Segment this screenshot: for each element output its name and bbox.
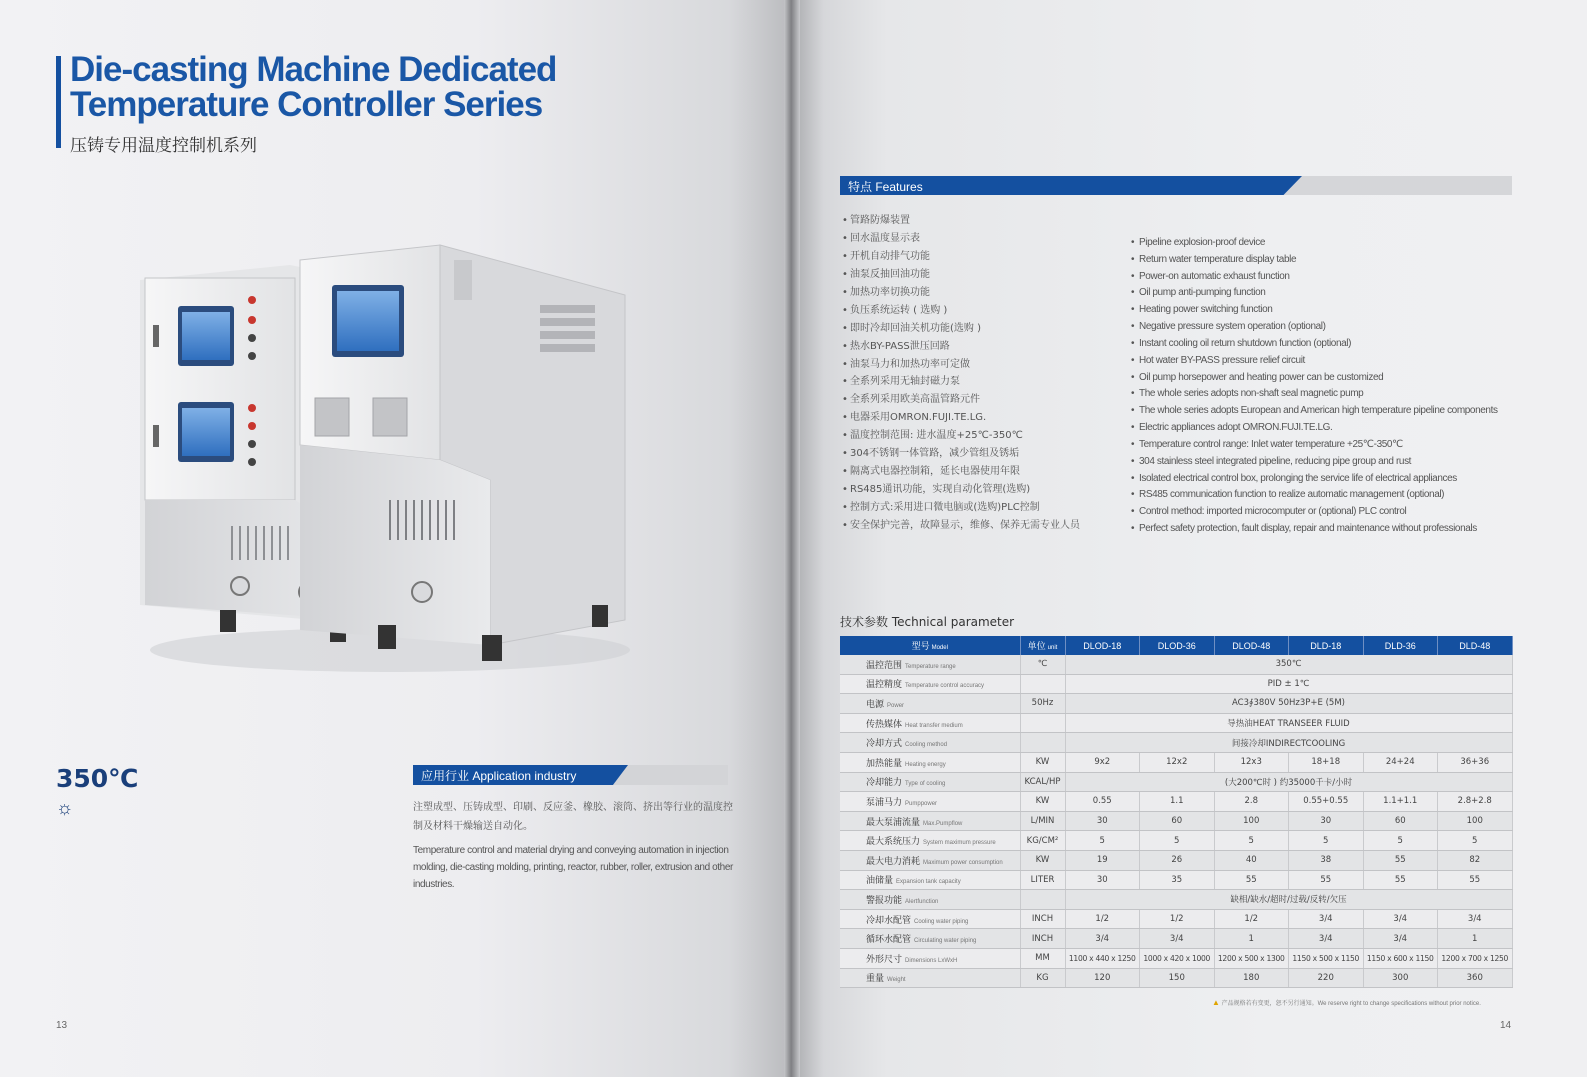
bullet-dot: • <box>842 430 848 442</box>
row-label <box>840 694 1020 714</box>
technical-parameter-table <box>840 636 1513 988</box>
feature-text: 加热功率切换功能 <box>850 286 930 298</box>
row-unit <box>1020 674 1065 694</box>
feature-item-en <box>1131 437 1511 454</box>
bullet-dot: • <box>842 448 848 460</box>
row-value: 180 <box>1214 968 1289 988</box>
row-value: 55 <box>1214 870 1289 890</box>
feature-text: 304 stainless steel integrated pipeline, reducing pipe group and rust <box>1139 455 1412 467</box>
feature-text: 开机自动排气功能 <box>850 250 930 262</box>
page-title <box>70 52 556 122</box>
feature-text: Isolated electrical control box, prolonging the service life of electrical appliances <box>1139 472 1457 484</box>
row-value: 3/4 <box>1363 929 1438 949</box>
row-value: 26 <box>1140 850 1215 870</box>
row-unit: 50Hz <box>1020 694 1065 714</box>
row-value: 1 <box>1438 929 1513 949</box>
feature-text: Negative pressure system operation (optional) <box>1139 321 1326 333</box>
feature-item-en <box>1131 319 1511 336</box>
row-label <box>840 909 1020 929</box>
row-value: 1.1+1.1 <box>1363 792 1438 812</box>
row-value: 1/2 <box>1140 909 1215 929</box>
feature-text: 隔离式电器控制箱，延长电器使用年限 <box>850 466 1020 478</box>
bullet-dot: • <box>1131 523 1135 535</box>
feature-item-en <box>1131 403 1511 420</box>
header-unit <box>1020 636 1065 655</box>
row-label-en: Max.Pumpflow <box>923 820 963 827</box>
row-value: 5 <box>1140 831 1215 851</box>
row-value-all-models: PID ± 1℃ <box>1065 674 1512 694</box>
row-label-cn: 加热能量 <box>866 758 903 769</box>
bullet-dot: • <box>842 250 848 262</box>
row-label-en: Power <box>887 702 905 709</box>
row-value: 12x2 <box>1140 752 1215 772</box>
header-model <box>840 636 1020 655</box>
row-value: 1100 x 440 x 1250 <box>1065 948 1140 968</box>
bullet-dot: • <box>1131 405 1135 417</box>
row-label-en: Pumppower <box>905 800 938 807</box>
feature-text: 全系列采用无轴封磁力泵 <box>850 376 960 388</box>
bullet-dot: • <box>842 519 848 531</box>
bullet-dot: • <box>842 268 848 280</box>
bullet-dot: • <box>842 304 848 316</box>
feature-item-en <box>1131 487 1511 504</box>
row-value: 9x2 <box>1065 752 1140 772</box>
row-label-en: Alertfunction <box>905 898 939 905</box>
row-label <box>840 811 1020 831</box>
row-label-en: Type of cooling <box>905 781 946 788</box>
bullet-dot: • <box>1131 321 1135 333</box>
row-label-cn: 温控范围 <box>866 660 903 671</box>
feature-item-cn <box>842 445 1127 463</box>
row-label-cn: 最大电力消耗 <box>866 856 921 867</box>
bullet-dot: • <box>1131 422 1135 434</box>
table-row <box>840 655 1512 674</box>
feature-text: RS485通讯功能，实现自动化管理(选购) <box>850 484 1031 496</box>
row-label-cn: 循环水配管 <box>866 935 912 946</box>
feature-text: 油泵反抽回油功能 <box>850 268 930 280</box>
row-unit: KW <box>1020 792 1065 812</box>
row-value: 55 <box>1363 850 1438 870</box>
bullet-dot: • <box>842 376 848 388</box>
row-label-cn: 最大泵浦流量 <box>866 817 921 828</box>
row-unit: ℃ <box>1020 655 1065 674</box>
feature-text: 即时冷却回油关机功能(选购 ) <box>850 322 981 334</box>
feature-item-en <box>1131 370 1511 387</box>
row-value: 2.8 <box>1214 792 1289 812</box>
table-row <box>840 870 1512 890</box>
features-list-en <box>1131 235 1511 538</box>
feature-item-cn <box>842 356 1127 374</box>
row-label <box>840 772 1020 792</box>
row-value: 36+36 <box>1438 752 1513 772</box>
table-row <box>840 733 1512 753</box>
table-row <box>840 674 1512 694</box>
bullet-dot: • <box>842 412 848 424</box>
row-value: 38 <box>1289 850 1364 870</box>
table-row <box>840 929 1512 949</box>
header-model-name: DLD-48 <box>1438 636 1513 655</box>
row-value: 40 <box>1214 850 1289 870</box>
feature-item-cn <box>842 320 1127 338</box>
row-label-cn: 冷却水配管 <box>866 915 912 926</box>
bullet-dot: • <box>842 358 848 370</box>
feature-text: Electric appliances adopt OMRON.FUJI.TE.LG. <box>1139 422 1333 434</box>
feature-text: 油泵马力和加热功率可定做 <box>850 358 970 370</box>
row-value-all-models: 间接冷却INDIRECTCOOLING <box>1065 733 1512 753</box>
feature-text: 安全保护完善，故障显示，维修、保养无需专业人员 <box>850 519 1080 531</box>
row-label <box>840 674 1020 694</box>
note-text: 产品规格若有变更，恕不另行通知。We reserve right to change specifications without prior notice. <box>1221 1001 1481 1007</box>
row-label-cn: 警报功能 <box>866 895 903 906</box>
row-value: 1 <box>1214 929 1289 949</box>
row-unit <box>1020 713 1065 733</box>
bullet-dot: • <box>1131 489 1135 501</box>
row-label-en: Maximum power consumption <box>923 859 1003 866</box>
bullet-dot: • <box>842 394 848 406</box>
row-unit: KG <box>1020 968 1065 988</box>
row-label-cn: 外形尺寸 <box>866 954 903 965</box>
bullet-dot: • <box>1131 354 1135 366</box>
row-label <box>840 948 1020 968</box>
title-line-1: Die-casting Machine Dedicated <box>70 50 557 89</box>
bullet-dot: • <box>1131 270 1135 282</box>
row-value: 3/4 <box>1065 929 1140 949</box>
feature-text: 回水温度显示表 <box>850 232 920 244</box>
feature-text: 全系列采用欧美高温管路元件 <box>850 394 980 406</box>
bullet-dot: • <box>1131 388 1135 400</box>
feature-item-en <box>1131 252 1511 269</box>
row-value: 1200 x 700 x 1250 <box>1438 948 1513 968</box>
feature-item-en <box>1131 471 1511 488</box>
feature-text: Return water temperature display table <box>1139 253 1297 265</box>
row-label <box>840 929 1020 949</box>
row-value: 120 <box>1065 968 1140 988</box>
max-temperature-label: 350℃ <box>56 764 139 793</box>
feature-item-cn <box>842 427 1127 445</box>
application-industry-heading <box>413 765 728 785</box>
page-subtitle: 压铸专用温度控制机系列 <box>70 136 257 156</box>
row-label-en: Heat transfer medium <box>905 722 963 729</box>
feature-text: Oil pump anti-pumping function <box>1139 287 1266 299</box>
book-spine <box>784 0 800 1077</box>
row-value: 5 <box>1363 831 1438 851</box>
row-value: 55 <box>1438 870 1513 890</box>
header-model-name: DLOD-48 <box>1214 636 1289 655</box>
feature-text: Perfect safety protection, fault display, repair and maintenance without professionals <box>1139 523 1477 535</box>
feature-item-cn <box>842 302 1127 320</box>
row-value: 55 <box>1289 870 1364 890</box>
feature-item-en <box>1131 353 1511 370</box>
row-value: 1.1 <box>1140 792 1215 812</box>
row-label-cn: 传热媒体 <box>866 719 903 730</box>
feature-item-cn <box>842 212 1127 230</box>
row-value: 1200 x 500 x 1300 <box>1214 948 1289 968</box>
row-value: 100 <box>1214 811 1289 831</box>
row-value: 55 <box>1363 870 1438 890</box>
feature-text: The whole series adopts non-shaft seal magnetic pump <box>1139 388 1364 400</box>
table-row <box>840 713 1512 733</box>
row-value: 0.55 <box>1065 792 1140 812</box>
feature-item-en <box>1131 521 1511 538</box>
spec-change-note <box>1212 998 1481 1007</box>
row-label-cn: 电源 <box>866 699 885 710</box>
row-value: 12x3 <box>1214 752 1289 772</box>
row-label-en: Expansion tank capacity <box>896 879 961 886</box>
row-unit: KCAL/HP <box>1020 772 1065 792</box>
row-unit: MM <box>1020 948 1065 968</box>
bullet-dot: • <box>842 466 848 478</box>
features-list-cn <box>842 212 1127 535</box>
row-label <box>840 890 1020 910</box>
header-model-name: DLD-36 <box>1363 636 1438 655</box>
row-unit: LITER <box>1020 870 1065 890</box>
row-label-en: Cooling method <box>905 742 948 749</box>
table-row <box>840 850 1512 870</box>
feature-item-cn <box>842 463 1127 481</box>
bullet-dot: • <box>842 322 848 334</box>
row-value: 5 <box>1065 831 1140 851</box>
application-text-en: Temperature control and material drying and conveying automation in injection molding, die-casting molding, printing, reactor, rubber, roller, extrusion and other industries. <box>413 845 733 890</box>
sun-icon: ☼ <box>56 798 74 819</box>
row-label-cn: 温控精度 <box>866 680 903 691</box>
row-value: 30 <box>1289 811 1364 831</box>
row-label <box>840 713 1020 733</box>
row-label-cn: 冷却能力 <box>866 778 903 789</box>
page-number-right: 14 <box>1500 1020 1512 1031</box>
row-value: 30 <box>1065 870 1140 890</box>
table-header-row <box>840 636 1512 655</box>
row-unit <box>1020 890 1065 910</box>
row-value: 1150 x 600 x 1150 <box>1363 948 1438 968</box>
feature-item-cn <box>842 409 1127 427</box>
feature-item-cn <box>842 481 1127 499</box>
row-unit: INCH <box>1020 929 1065 949</box>
title-accent-bar <box>56 56 61 148</box>
row-label-en: Dimensions LxWxH <box>905 957 958 964</box>
row-label-cn: 最大系统压力 <box>866 837 921 848</box>
row-value-all-models: (大200℃时 ) 约35000千卡/小时 <box>1065 772 1512 792</box>
row-unit: KG/CM² <box>1020 831 1065 851</box>
row-label-cn: 重量 <box>866 974 885 985</box>
table-row <box>840 890 1512 910</box>
feature-text: 管路防爆装置 <box>850 215 910 226</box>
feature-item-en <box>1131 302 1511 319</box>
feature-text: 304不锈钢一体管路，减少管组及锈垢 <box>850 448 1020 460</box>
row-label-en: Heating energy <box>905 761 946 768</box>
row-value: 220 <box>1289 968 1364 988</box>
feature-item-cn <box>842 230 1127 248</box>
row-label-en: Temperature range <box>905 663 956 670</box>
row-value: 35 <box>1140 870 1215 890</box>
row-value: 0.55+0.55 <box>1289 792 1364 812</box>
page-number-left: 13 <box>56 1020 68 1031</box>
feature-item-en <box>1131 504 1511 521</box>
header-unit-en: unit <box>1047 645 1058 651</box>
header-model-cn: 型号 <box>911 641 930 651</box>
row-value: 5 <box>1438 831 1513 851</box>
row-value: 300 <box>1363 968 1438 988</box>
feature-item-en <box>1131 420 1511 437</box>
feature-text: Heating power switching function <box>1139 304 1273 316</box>
bullet-dot: • <box>842 215 848 226</box>
features-heading <box>840 176 1512 195</box>
bullet-dot: • <box>1131 253 1135 265</box>
feature-item-cn <box>842 499 1127 517</box>
bullet-dot: • <box>1131 472 1135 484</box>
row-label-cn: 油储量 <box>866 876 894 887</box>
bullet-dot: • <box>1131 237 1135 248</box>
header-unit-cn: 单位 <box>1027 641 1046 651</box>
row-value: 5 <box>1289 831 1364 851</box>
header-model-name: DLD-18 <box>1289 636 1364 655</box>
row-value-all-models: 导热油HEAT TRANSEER FLUID <box>1065 713 1512 733</box>
table-row <box>840 772 1512 792</box>
feature-text: The whole series adopts European and American high temperature pipeline components <box>1139 405 1498 417</box>
feature-text: 热水BY-PASS泄压回路 <box>850 340 950 352</box>
row-value: 360 <box>1438 968 1513 988</box>
row-value: 1/2 <box>1065 909 1140 929</box>
row-value-all-models: 缺相/缺水/超时/过载/反转/欠压 <box>1065 890 1512 910</box>
row-value: 3/4 <box>1289 909 1364 929</box>
table-row <box>840 968 1512 988</box>
table-row <box>840 909 1512 929</box>
row-value-all-models: 350℃ <box>1065 655 1512 674</box>
feature-item-cn <box>842 517 1127 535</box>
feature-item-en <box>1131 336 1511 353</box>
row-label <box>840 968 1020 988</box>
feature-text: 电器采用OMRON.FUJI.TE.LG. <box>850 412 987 424</box>
feature-item-cn <box>842 248 1127 266</box>
feature-item-en <box>1131 235 1511 252</box>
header-model-en: Model <box>931 645 948 651</box>
row-value: 2.8+2.8 <box>1438 792 1513 812</box>
header-model-name: DLOD-18 <box>1065 636 1140 655</box>
warning-icon: ▲ <box>1212 998 1220 1007</box>
row-unit: L/MIN <box>1020 811 1065 831</box>
bullet-dot: • <box>842 286 848 298</box>
feature-item-en <box>1131 269 1511 286</box>
feature-text: Instant cooling oil return shutdown function (optional) <box>1139 337 1352 349</box>
bullet-dot: • <box>842 484 848 496</box>
row-value: 30 <box>1065 811 1140 831</box>
row-label-en: Temperature control accuracy <box>905 683 985 690</box>
bullet-dot: • <box>1131 304 1135 316</box>
table-row <box>840 948 1512 968</box>
application-heading-text: 应用行业 Application industry <box>421 769 577 783</box>
row-label <box>840 831 1020 851</box>
row-value: 18+18 <box>1289 752 1364 772</box>
row-label <box>840 752 1020 772</box>
row-value: 1000 x 420 x 1000 <box>1140 948 1215 968</box>
row-value: 60 <box>1140 811 1215 831</box>
feature-item-cn <box>842 373 1127 391</box>
row-label-en: Weight <box>887 977 906 984</box>
bullet-dot: • <box>842 232 848 244</box>
feature-text: Oil pump horsepower and heating power can be customized <box>1139 371 1384 383</box>
row-label-en: Cooling water piping <box>914 918 969 925</box>
bullet-dot: • <box>1131 287 1135 299</box>
row-value-all-models: AC3∮380V 50Hz3P+E (5M) <box>1065 694 1512 714</box>
feature-item-cn <box>842 391 1127 409</box>
row-label <box>840 870 1020 890</box>
row-unit: INCH <box>1020 909 1065 929</box>
feature-text: Power-on automatic exhaust function <box>1139 270 1290 282</box>
row-value: 60 <box>1363 811 1438 831</box>
temperature-controller-machine-image <box>120 230 660 680</box>
table-row <box>840 792 1512 812</box>
row-label <box>840 655 1020 674</box>
feature-item-cn <box>842 338 1127 356</box>
bullet-dot: • <box>1131 371 1135 383</box>
table-row <box>840 831 1512 851</box>
feature-text: Temperature control range: Inlet water temperature +25℃-350℃ <box>1139 438 1403 450</box>
row-unit: KW <box>1020 752 1065 772</box>
row-value: 3/4 <box>1140 929 1215 949</box>
row-label <box>840 733 1020 753</box>
row-label-cn: 泵浦马力 <box>866 797 903 808</box>
technical-parameter-heading: 技术参数 Technical parameter <box>840 615 1015 629</box>
header-model-name: DLOD-36 <box>1140 636 1215 655</box>
row-value: 24+24 <box>1363 752 1438 772</box>
row-value: 1150 x 500 x 1150 <box>1289 948 1364 968</box>
row-value: 1/2 <box>1214 909 1289 929</box>
feature-text: RS485 communication function to realize automatic management (optional) <box>1139 489 1445 501</box>
row-label-en: System maximum pressure <box>923 840 996 847</box>
bullet-dot: • <box>1131 438 1135 450</box>
row-value: 3/4 <box>1289 929 1364 949</box>
features-heading-text: 特点 Features <box>848 180 923 194</box>
row-label <box>840 850 1020 870</box>
table-row <box>840 694 1512 714</box>
row-value: 3/4 <box>1363 909 1438 929</box>
bullet-dot: • <box>1131 455 1135 467</box>
row-value: 19 <box>1065 850 1140 870</box>
title-line-2: Temperature Controller Series <box>70 85 543 124</box>
row-label-en: Circulating water piping <box>914 938 977 945</box>
feature-item-en <box>1131 386 1511 403</box>
row-unit: KW <box>1020 850 1065 870</box>
application-text-cn: 注塑成型、压铸成型、印刷、反应釜、橡胶、滚筒、挤出等行业的温度控制及材料干燥输送自动化。 <box>413 802 733 832</box>
row-value: 82 <box>1438 850 1513 870</box>
bullet-dot: • <box>842 340 848 352</box>
feature-item-en <box>1131 454 1511 471</box>
row-value: 3/4 <box>1438 909 1513 929</box>
feature-text: Hot water BY-PASS pressure relief circuit <box>1139 354 1305 366</box>
row-label-cn: 冷却方式 <box>866 739 903 750</box>
feature-item-en <box>1131 285 1511 302</box>
bullet-dot: • <box>1131 337 1135 349</box>
feature-text: Pipeline explosion-proof device <box>1139 237 1266 248</box>
feature-text: 控制方式:采用进口微电脑或(选购)PLC控制 <box>850 502 1040 513</box>
feature-text: 温度控制范围: 进水温度+25℃-350℃ <box>850 430 1023 442</box>
row-label <box>840 792 1020 812</box>
feature-text: 负压系统运转 ( 选购 ) <box>850 304 948 316</box>
feature-text: Control method: imported microcomputer or (optional) PLC control <box>1139 506 1407 518</box>
row-value: 100 <box>1438 811 1513 831</box>
row-value: 150 <box>1140 968 1215 988</box>
table-row <box>840 752 1512 772</box>
bullet-dot: • <box>1131 506 1135 518</box>
row-unit <box>1020 733 1065 753</box>
bullet-dot: • <box>842 502 848 513</box>
feature-item-cn <box>842 284 1127 302</box>
table-row <box>840 811 1512 831</box>
feature-item-cn <box>842 266 1127 284</box>
row-value: 5 <box>1214 831 1289 851</box>
